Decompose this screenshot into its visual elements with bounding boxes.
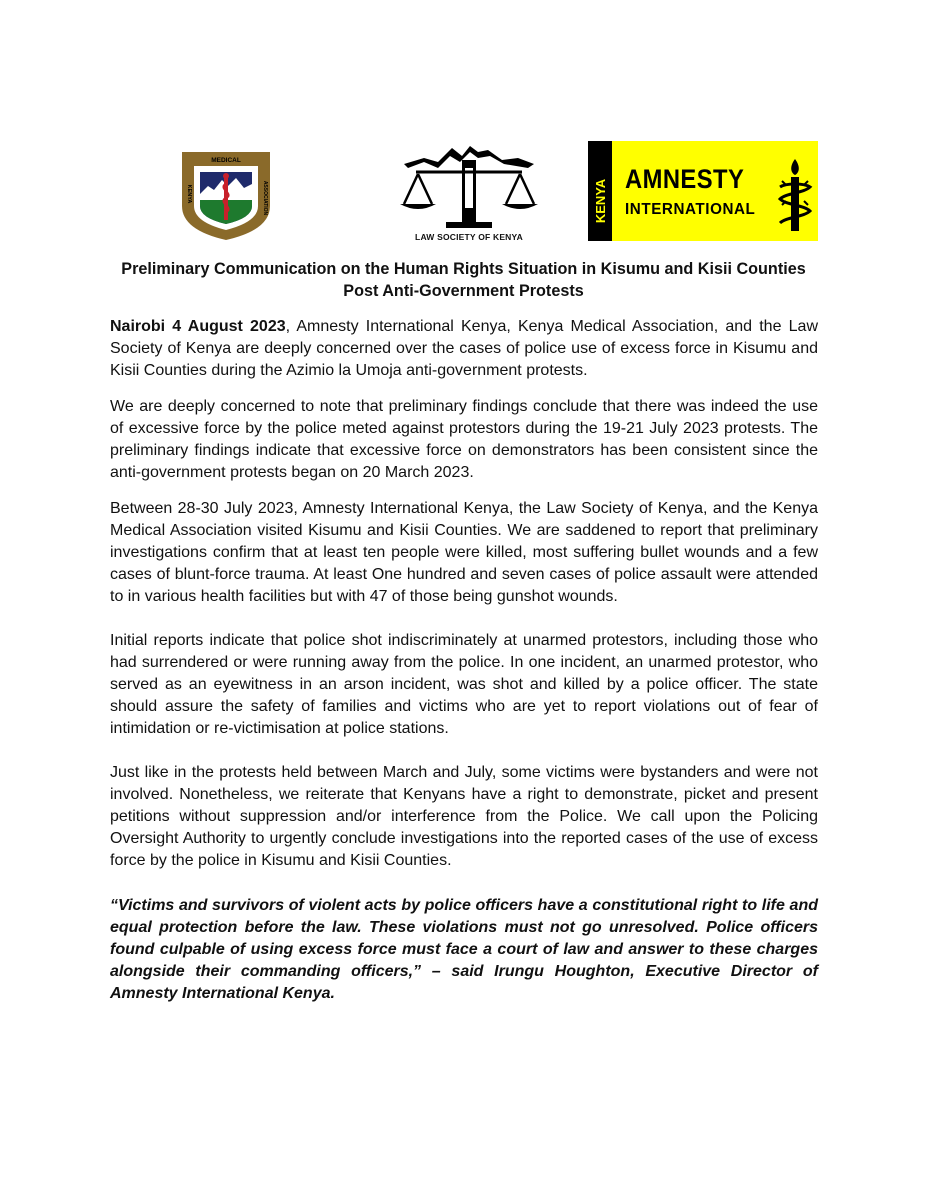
scales-of-justice-icon — [394, 142, 544, 232]
kma-text-left: KENYA — [186, 184, 192, 204]
amnesty-kenya-label: KENYA — [592, 178, 608, 224]
dateline: Nairobi 4 August 2023 — [110, 318, 286, 335]
kma-text-top: MEDICAL — [211, 157, 241, 164]
title-line-1: Preliminary Communication on the Human Rights Situation in Kisumu and Kisii Counties — [121, 260, 806, 278]
title-line-2: Post Anti-Government Protests — [343, 282, 584, 300]
paragraph-5: Just like in the protests held between March and July, some victims were bystanders and were not involved. Nonetheless, we reiterate that Kenyans have a right to demonstrate, picket and present petitions without suppression and/or interference from the Police. We call upon the Policing Oversight Authority to urgently conclude investigations into the reported cases of the use of excess force by the police in Kisumu and Kisii Counties. — [110, 764, 818, 869]
paragraph-2: We are deeply concerned to note that preliminary findings conclude that there was indeed the use of excessive force by the police meted against protestors during the 19-21 July 2023 protests. The preliminary findings indicate that excessive force on demonstrators has been consistent since the anti-government protests began on 20 March 2023. — [110, 398, 818, 481]
document-title — [100, 258, 827, 302]
paragraph-1-text: , Amnesty International Kenya, Kenya Medical Association, and the Law Society of Kenya are deeply concerned over the cases of police use of excess force in Kisumu and Kisii Counties during the Azimio la Umoja anti-government protests. — [110, 318, 818, 379]
lsk-caption: LAW SOCIETY OF KENYA — [415, 232, 523, 242]
paragraph-3: Between 28-30 July 2023, Amnesty International Kenya, the Law Society of Kenya, and the Kenya Medical Association visited Kisumu and Kisii Counties. We are saddened to report that preliminary investigations confirm that at least ten people were killed, most suffering bullet wounds and a few cases of blunt-force trauma. At least One hundred and seven cases of police assault were attended to in various health facilities but with 47 of those being gunshot wounds. — [110, 500, 818, 605]
international-wordmark: INTERNATIONAL — [625, 201, 756, 218]
paragraph-1 — [110, 316, 818, 382]
law-society-of-kenya-logo — [394, 142, 544, 244]
amnesty-wordmark: AMNESTY — [625, 164, 745, 194]
kma-text-right: ASSOCIATION — [262, 180, 268, 216]
amnesty-international-logo — [588, 141, 818, 241]
candle-barbed-wire-icon — [776, 157, 814, 235]
paragraph-4: Initial reports indicate that police shot indiscriminately at unarmed protestors, including those who had surrendered or were running away from the police. In one incident, an unarmed protestor, who served as an eyewitness in an arson incident, was shot and killed by a police officer. The state should assure the safety of families and victims who are yet to report violations out of fear of intimidation or re-victimisation at police stations. — [110, 632, 818, 737]
document-body — [110, 316, 818, 1005]
kenya-medical-association-logo — [178, 148, 274, 242]
quote-paragraph: “Victims and survivors of violent acts by police officers have a constitutional right to life and equal protection before the law. These violations must not go unresolved. Police officers found culpable of using excess force must face a court of law and answer to these charges alongside their commanding officers,” – said Irungu Houghton, Executive Director of Amnesty International Kenya. — [110, 897, 818, 1002]
logo-row — [0, 140, 927, 245]
